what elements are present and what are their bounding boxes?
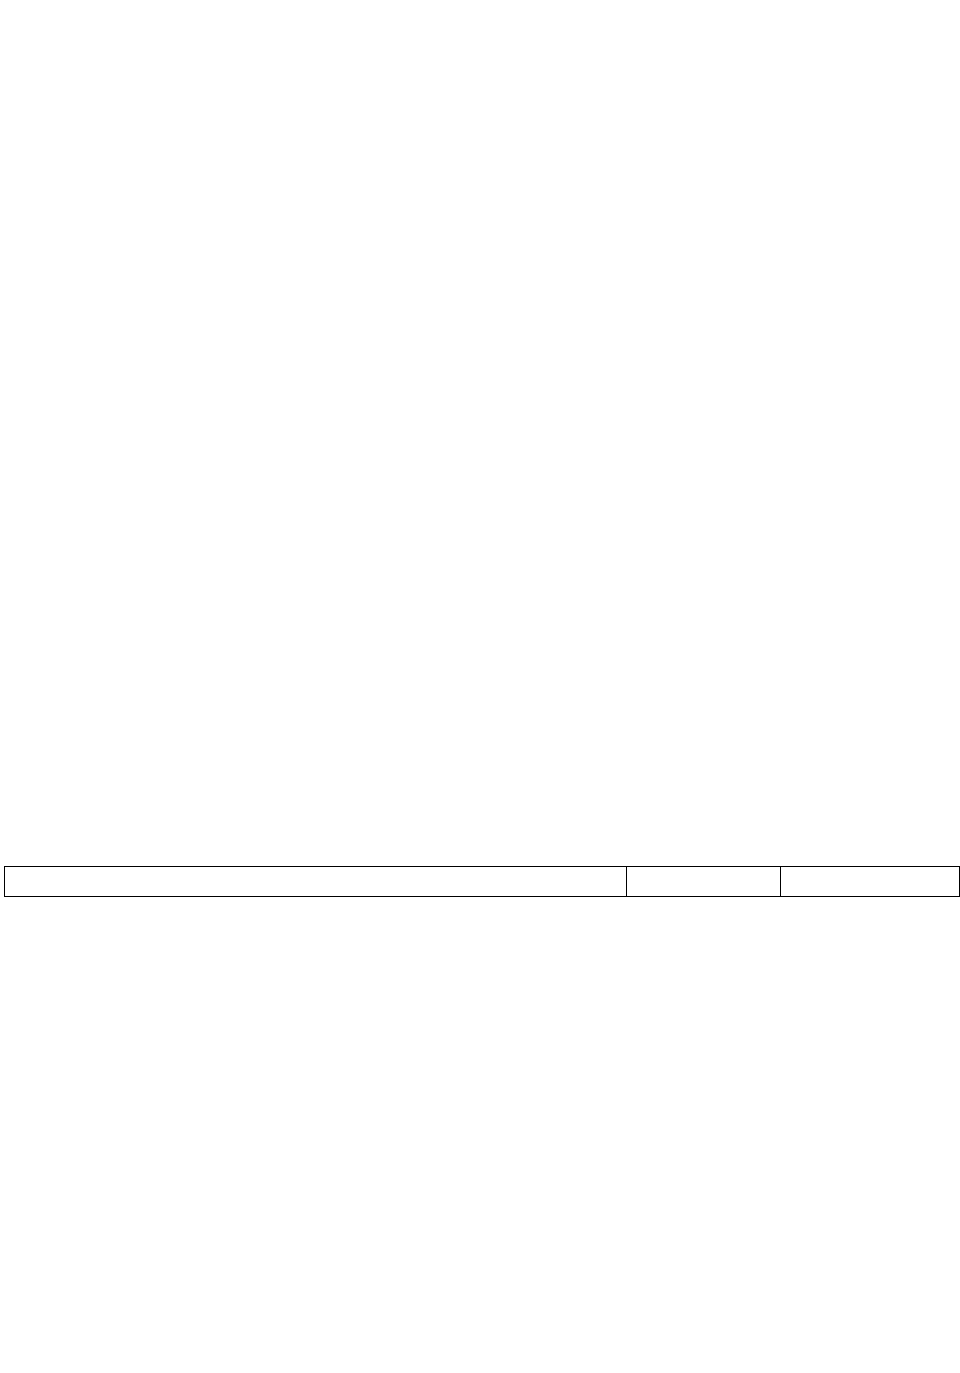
equipment-table: [4, 866, 960, 897]
header-theatre-moderator: [781, 867, 960, 897]
section-vii: [4, 1211, 954, 1234]
equipment-table-header-row: [5, 867, 960, 897]
document-body: [4, 0, 954, 30]
header-media-moderator: [627, 867, 781, 897]
header-equipment: [5, 867, 627, 897]
